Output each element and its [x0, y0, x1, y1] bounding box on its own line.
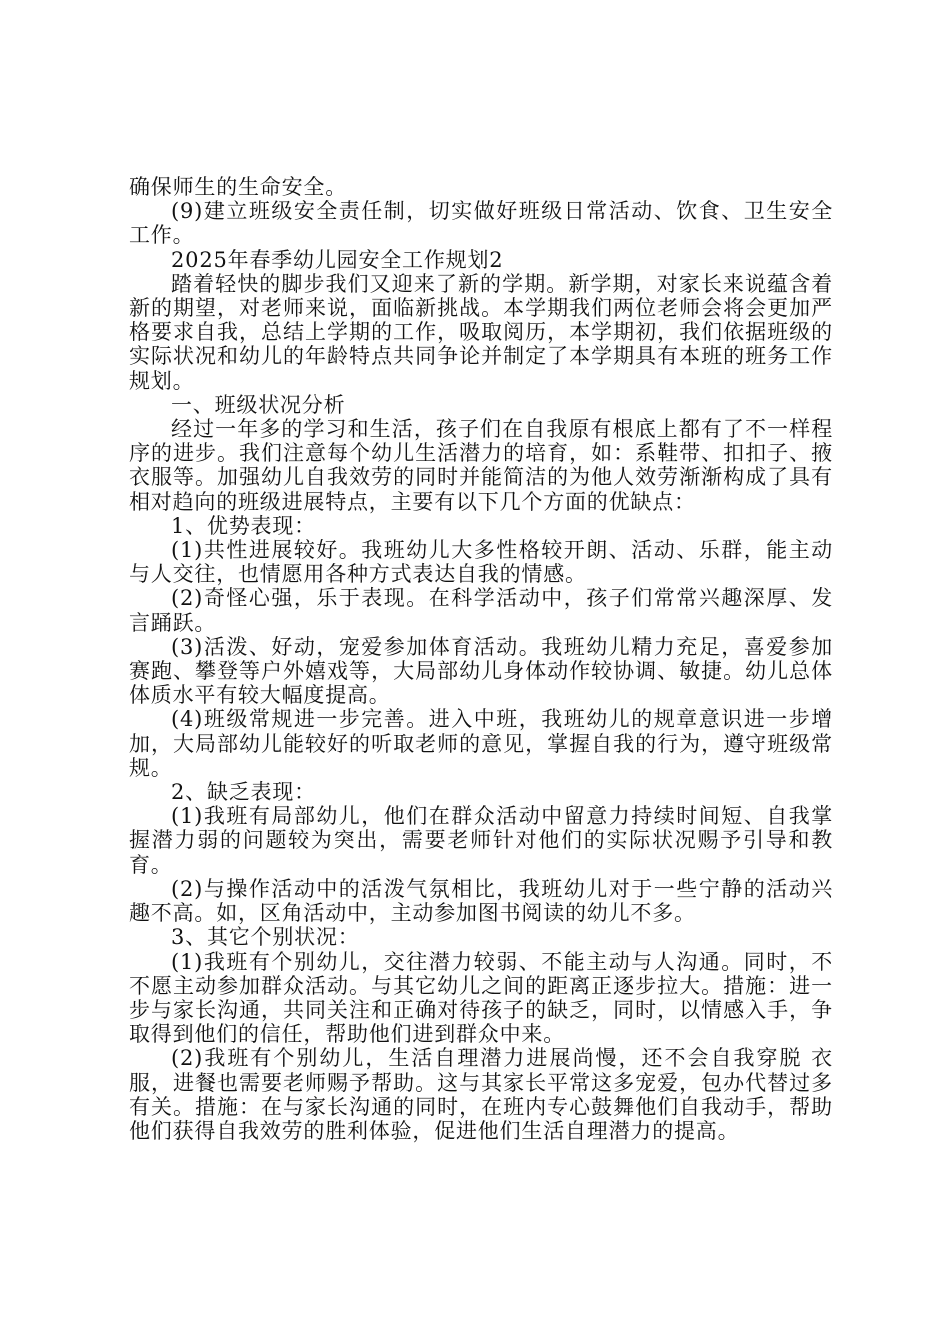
section-title: 2025年春季幼儿园安全工作规划2 [171, 247, 504, 272]
list-item: (1)我班有局部幼儿，他们在群众活动中留意力持续时间短、自我掌握潜力弱的问题较为突出，需要老师针对他们的实际状况赐予引导和教育。 [129, 804, 833, 877]
subsection-heading: 3、其它个别状况： [171, 925, 360, 950]
subsection-heading: 2、缺乏表现： [171, 780, 316, 805]
paragraph: 经过一年多的学习和生活，孩子们在自我原有根底上都有了不一样程序的进步。我们注意每个幼儿生活潜力的培育，如：系鞋带、扣扣子、掖衣服等。加强幼儿自我效劳的同时并能简洁的为他人效劳渐渐构成了具有相对趋向的班级进展特点，主要有以下几个方面的优缺点： [129, 417, 833, 514]
paragraph: (9)建立班级安全责任制，切实做好班级日常活动、饮食、卫生安全工作。 [129, 199, 833, 248]
list-item: (2)我班有个别幼儿，生活自理潜力进展尚慢，还不会自我穿脱 衣服，进餐也需要老师赐予帮助。这与其家长平常这多宠爱，包办代替过多有关。措施：在与家长沟通的同时，在班内专心鼓舞他们自我动手，帮助他们获得自我效劳的胜利体验，促进他们生活自理潜力的提高。 [129, 1046, 833, 1143]
paragraph: 踏着轻快的脚步我们又迎来了新的学期。新学期，对家长来说蕴含着新的期望，对老师来说，面临新挑战。本学期我们两位老师会将会更加严格要求自我，总结上学期的工作，吸取阅历，本学期初，我们依据班级的实际状况和幼儿的年龄特点共同争论并制定了本学期具有本班的班务工作规划。 [129, 271, 833, 393]
section-heading: 一、班级状况分析 [171, 392, 346, 417]
subsection-heading: 1、优势表现： [171, 513, 316, 538]
list-item: (2)与操作活动中的活泼气氛相比，我班幼儿对于一些宁静的活动兴趣不高。如，区角活动中，主动参加图书阅读的幼儿不多。 [129, 876, 833, 926]
list-item: (1)我班有个别幼儿，交往潜力较弱、不能主动与人沟通。同时，不不愿主动参加群众活动。与其它幼儿之间的距离正逐步拉大。措施：进一步与家长沟通，共同关注和正确对待孩子的缺乏，同时，以情感入手，争取得到他们的信任，帮助他们进到群众中来。 [129, 949, 833, 1047]
list-item: (4)班级常规进一步完善。进入中班，我班幼儿的规章意识进一步增加，大局部幼儿能较好的听取老师的意见，掌握自我的行为，遵守班级常规。 [129, 707, 833, 780]
list-item: (1)共性进展较好。我班幼儿大多性格较开朗、活动、乐群，能主动与人交往，也情愿用各种方式表达自我的情感。 [129, 538, 833, 587]
paragraph: 确保师生的生命安全。 [129, 175, 347, 199]
document-body [129, 175, 833, 1143]
list-item: (2)奇怪心强，乐于表现。在科学活动中，孩子们常常兴趣深厚、发言踊跃。 [129, 586, 833, 635]
list-item: (3)活泼、好动，宠爱参加体育活动。我班幼儿精力充足，喜爱参加赛跑、攀登等户外嬉戏等，大局部幼儿身体动作较协调、敏捷。幼儿总体体质水平有较大幅度提高。 [129, 634, 833, 708]
